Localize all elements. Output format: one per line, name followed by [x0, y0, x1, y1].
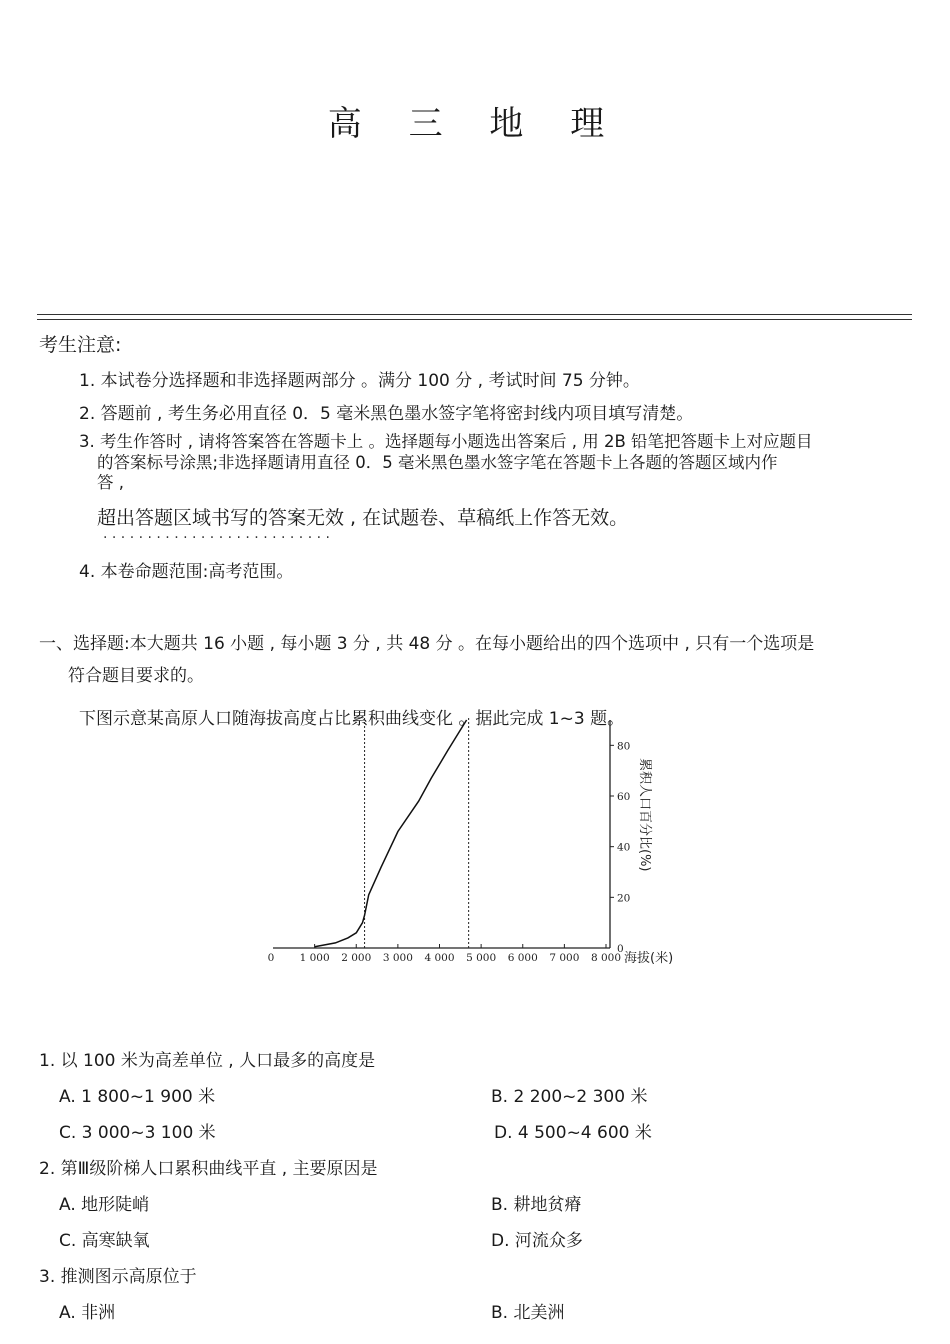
x-tick-label-8000: 8 000 [590, 952, 622, 964]
question-2-option-b: B. 耕地贫瘠 [491, 1195, 582, 1215]
x-tick-label-2000: 2 000 [341, 952, 372, 964]
question-2-stem: 2. 第Ⅲ级阶梯人口累积曲线平直 , 主要原因是 [39, 1159, 378, 1179]
x-tick-label-7000: 7 000 [549, 952, 580, 964]
notice-item-4: 4. 本卷命题范围:高考范围。 [79, 562, 294, 582]
notice-item-1: 1. 本试卷分选择题和非选择题两部分 。满分 100 分 , 考试时间 75 分钟。 [79, 371, 640, 391]
notice-item-2: 2. 答题前 , 考生务必用直径 0．5 毫米黑色墨水签字笔将密封线内项目填写清楚。 [79, 404, 694, 424]
y-tick-label-40: 40 [617, 841, 631, 854]
question-1-option-b: B. 2 200~2 300 米 [491, 1087, 648, 1107]
question-1-option-d: D. 4 500~4 600 米 [494, 1123, 652, 1143]
notice-heading: 考生注意: [39, 334, 122, 356]
notice-item-3-line-2: 的答案标号涂黑;非选择题请用直径 0．5 毫米黑色墨水签字笔在答题卡上各题的答题区域内作 [97, 453, 778, 472]
question-2-option-c: C. 高寒缺氧 [59, 1231, 150, 1251]
question-3-stem: 3. 推测图示高原位于 [39, 1267, 197, 1287]
x-tick-label-0: 0 [267, 952, 275, 964]
x-tick-label-3000: 3 000 [382, 952, 413, 964]
question-2-option-d: D. 河流众多 [491, 1231, 583, 1251]
divider-thick [37, 314, 912, 315]
x-tick-label-1000: 1 000 [299, 952, 330, 964]
notice-item-3-line-1: 3. 考生作答时 , 请将答案答在答题卡上 。选择题每小题选出答案后 , 用 2B 铅笔把答题卡上对应题目 [79, 432, 813, 451]
question-2-option-a: A. 地形陡峭 [59, 1195, 150, 1215]
y-tick-label-80: 80 [617, 740, 631, 753]
emphasis-dots: · · · · · · · · · · · · · · · · · · · · · · · · · · [103, 530, 330, 546]
section-heading-line-1: 一、选择题:本大题共 16 小题 , 每小题 3 分 , 共 48 分 。在每小题给出的四个选项中 , 只有一个选项是 [39, 634, 815, 654]
y-axis-label: 累积人口百分比(%) [637, 758, 652, 872]
section-heading-line-2: 符合题目要求的。 [68, 666, 204, 686]
y-tick-label-0: 0 [617, 943, 624, 955]
question-1-option-a: A. 1 800~1 900 米 [59, 1087, 216, 1107]
x-axis-label: 海拔(米) [624, 951, 674, 966]
cumulative-population-chart [255, 718, 695, 978]
question-1-option-c: C. 3 000~3 100 米 [59, 1123, 216, 1143]
question-1-stem: 1. 以 100 米为高差单位 , 人口最多的高度是 [39, 1051, 376, 1071]
chart-intro: 下图示意某高原人口随海拔高度占比累积曲线变化 。据此完成 1~3 题。 [79, 709, 625, 729]
x-tick-label-4000: 4 000 [424, 952, 455, 964]
question-3-option-b: B. 北美洲 [491, 1303, 565, 1323]
x-tick-label-5000: 5 000 [466, 952, 497, 964]
x-tick-label-6000: 6 000 [507, 952, 538, 964]
page-title: 高 三 地 理 [327, 104, 623, 144]
y-tick-label-60: 60 [617, 791, 631, 803]
divider-thin [37, 319, 912, 320]
notice-item-3-line-4: 超出答题区域书写的答案无效 , 在试题卷、草稿纸上作答无效。 [97, 507, 629, 529]
series-line-0 [315, 720, 467, 947]
y-tick-label-20: 20 [617, 892, 631, 905]
notice-item-3-line-3: 答 , [97, 473, 124, 492]
question-3-option-a: A. 非洲 [59, 1303, 116, 1323]
